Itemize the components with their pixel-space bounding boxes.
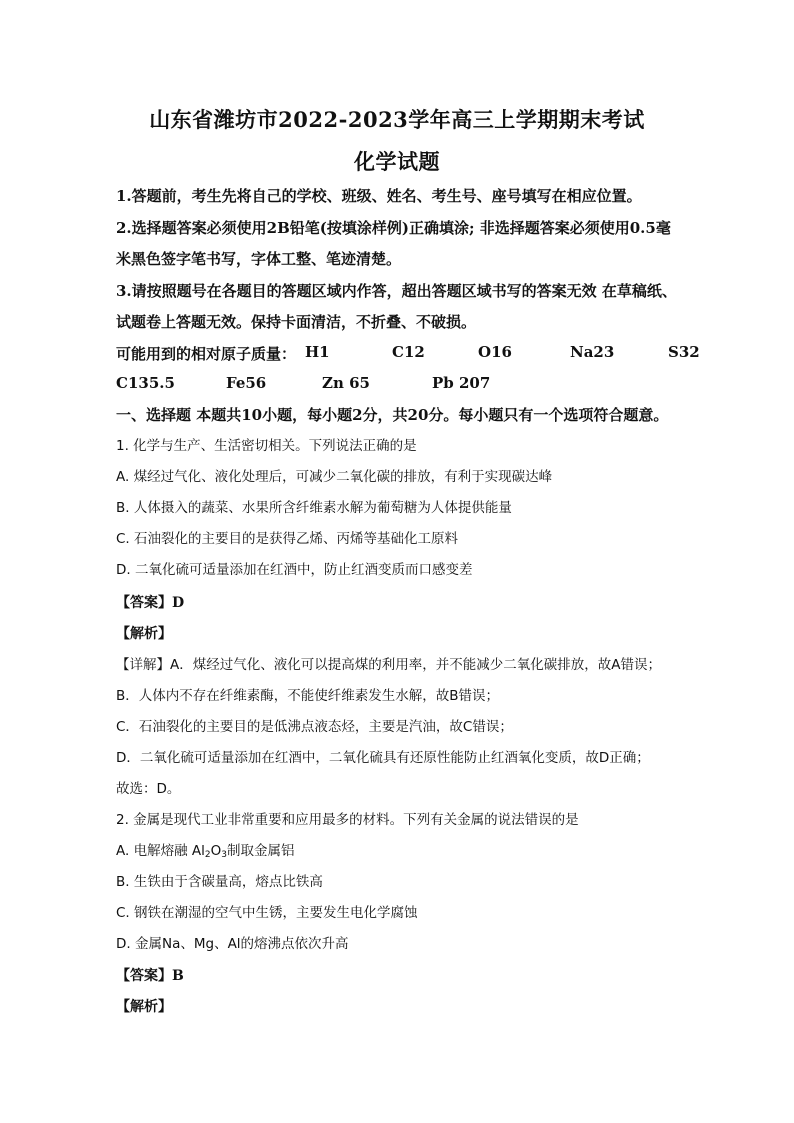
q1-conclusion: 故选：D。: [116, 781, 181, 797]
q2-option-a-sub1: 2: [204, 850, 211, 860]
q2-option-a-mid: O: [210, 843, 222, 859]
q2-stem: 2. 金属是现代工业非常重要和应用最多的材料。下列有关金属的说法错误的是: [116, 812, 579, 828]
atomic-mass-pb: Pb 207: [432, 374, 491, 392]
atomic-mass-o: O16: [478, 343, 512, 361]
atomic-mass-s: S32: [668, 343, 700, 361]
q2-option-d: D. 金属Na、Mg、Al的熔沸点依次升高: [116, 936, 349, 952]
note-2-cont: 米黑色签字笔书写，字体工整、笔迹清楚。: [116, 250, 402, 268]
q1-answer: 【答案】D: [116, 595, 185, 611]
q2-option-a-sub2: 3: [221, 850, 227, 860]
q1-detail-d: D．二氧化硫可适量添加在红酒中，二氧化硫具有还原性能防止红酒氧化变质，故D正确；: [116, 750, 650, 766]
note-1: 1.答题前，考生先将自己的学校、班级、姓名、考生号、座号填写在相应位置。: [116, 187, 642, 205]
q2-option-c: C. 钢铁在潮湿的空气中生锈，主要发生电化学腐蚀: [116, 905, 418, 921]
q1-stem: 1. 化学与生产、生活密切相关。下列说法正确的是: [116, 438, 417, 454]
note-2: 2.选择题答案必须使用2B铅笔(按填涂样例)正确填涂; 非选择题答案必须使用0.5毫: [116, 219, 671, 237]
section-heading: 一、选择题 本题共10小题，每小题2分，共20分。每小题只有一个选项符合题意。: [116, 406, 669, 424]
q2-analysis-label: 【解析】: [116, 999, 172, 1015]
q1-detail-c: C．石油裂化的主要目的是低沸点液态烃，主要是汽油，故C错误；: [116, 719, 513, 735]
q1-analysis-label: 【解析】: [116, 626, 172, 642]
atomic-mass-zn: Zn 65: [322, 374, 370, 392]
atomic-mass-fe: Fe56: [226, 374, 267, 392]
q2-option-a-prefix: A. 电解熔融 Al: [116, 843, 205, 859]
atomic-mass-h: H1: [305, 343, 330, 361]
note-3-cont: 试题卷上答题无效。保持卡面清洁，不折叠、不破损。: [116, 313, 477, 331]
q1-detail-b: B．人体内不存在纤维素酶，不能使纤维素发生水解，故B错误；: [116, 688, 500, 704]
exam-subtitle: 化学试题: [354, 149, 440, 174]
q1-option-a: A. 煤经过气化、液化处理后，可减少二氧化碳的排放，有利于实现碳达峰: [116, 469, 553, 485]
note-3: 3.请按照题号在各题目的答题区域内作答，超出答题区域书写的答案无效 在草稿纸、: [116, 282, 677, 300]
q2-answer: 【答案】B: [116, 968, 184, 984]
q1-option-b: B. 人体摄入的蔬菜、水果所含纤维素水解为葡萄糖为人体提供能量: [116, 500, 512, 516]
q2-option-b: B. 生铁由于含碳量高，熔点比铁高: [116, 874, 323, 890]
exam-title: 山东省潍坊市2022-2023学年高三上学期期末考试: [149, 107, 645, 132]
q2-option-a-suffix: 制取金属铝: [226, 843, 295, 859]
q1-option-d: D. 二氧化硫可适量添加在红酒中，防止红酒变质而口感变差: [116, 562, 473, 578]
atomic-mass-cl: C135.5: [116, 374, 175, 392]
q2-option-a: [116, 841, 696, 865]
atomic-mass-label: 可能用到的相对原子质量：: [116, 345, 297, 363]
q1-detail-a: 【详解】A．煤经过气化、液化可以提高煤的利用率，并不能减少二氧化碳排放，故A错误；: [116, 657, 661, 673]
q1-option-c: C. 石油裂化的主要目的是获得乙烯、丙烯等基础化工原料: [116, 531, 459, 547]
atomic-mass-c: C12: [392, 343, 425, 361]
atomic-mass-na: Na23: [570, 343, 615, 361]
